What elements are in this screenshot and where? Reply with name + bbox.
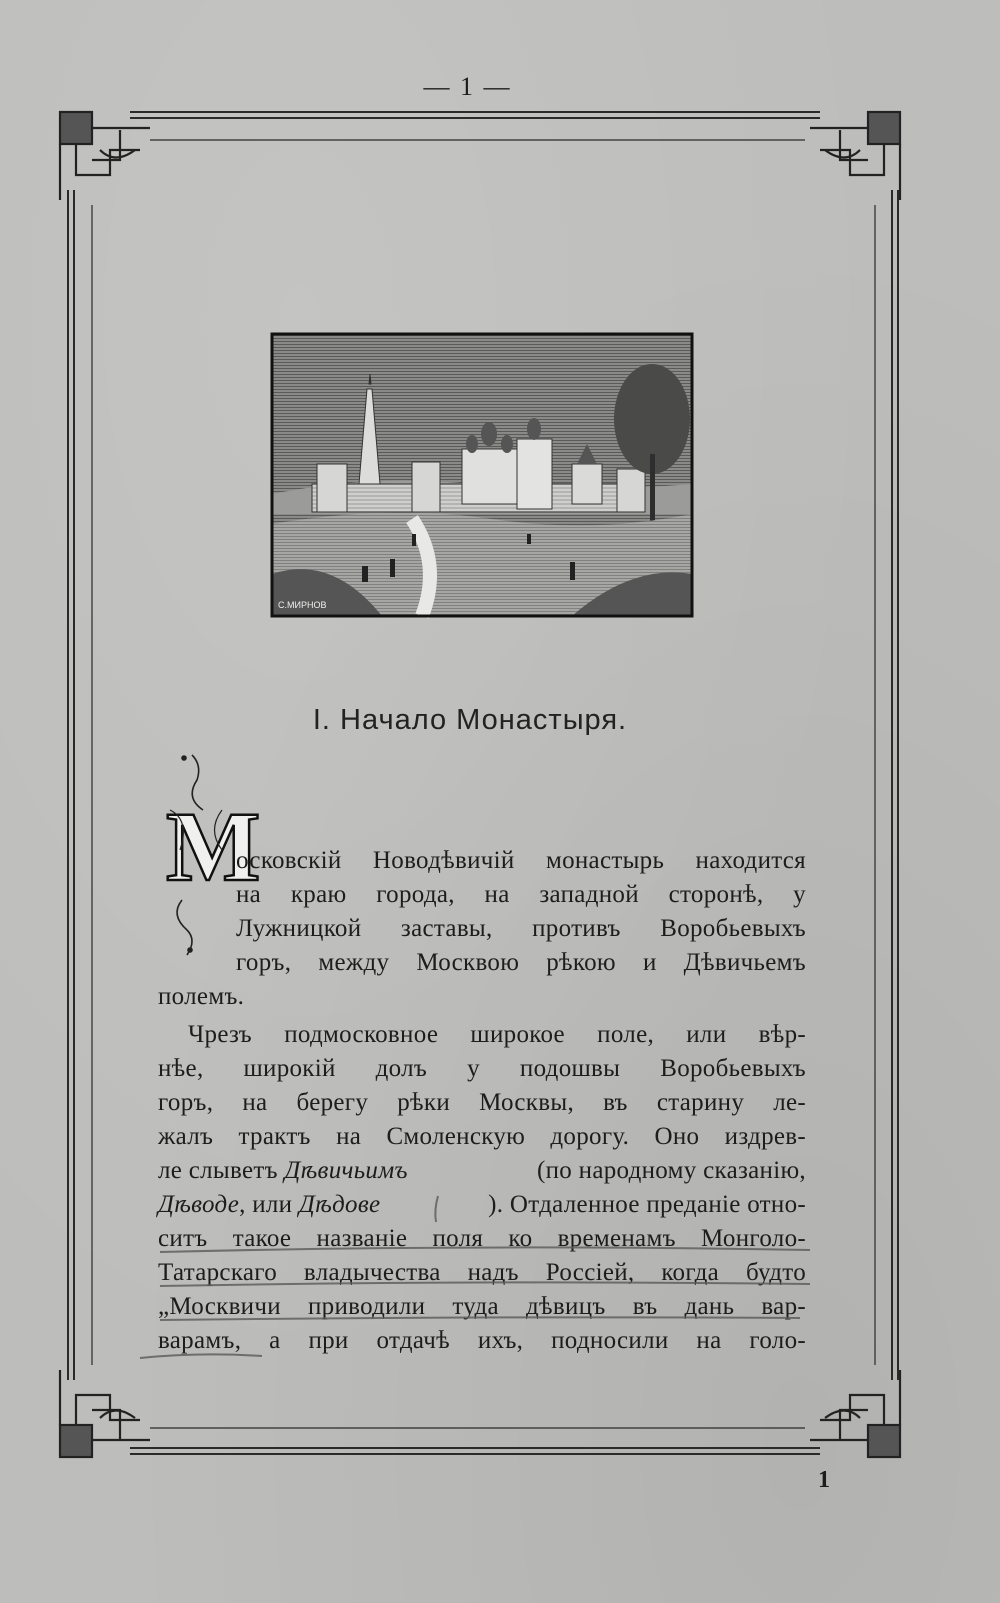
paragraph-1-line-1: осковскій Новодѣвичій монастырь находится	[236, 847, 806, 874]
text-run: ). Отдаленное преданіе отно-	[488, 1191, 806, 1218]
italic-term-devode: Дѣводе	[158, 1191, 240, 1218]
paragraph-2-line-8: Татарскаго владычества надъ Россіей, когда будто	[158, 1259, 806, 1286]
italic-term-devichiy: Дѣвичьимъ	[284, 1157, 408, 1184]
paragraph-2-line-3: горъ, на берегу рѣки Москвы, въ старину ле-	[158, 1089, 806, 1116]
paragraph-2-line-10: варамъ, а при отдачѣ ихъ, подносили на голо-	[158, 1327, 806, 1354]
paragraph-1-line-2: на краю города, на западной сторонѣ, у	[236, 881, 806, 908]
paragraph-2-line-4: жалъ трактъ на Смоленскую дорогу. Оно издрев-	[158, 1123, 806, 1150]
paragraph-2-line-9: „Москвичи приводили туда дѣвицъ въ дань вар-	[158, 1293, 806, 1320]
paragraph-1-line-5: полемъ.	[158, 983, 245, 1010]
paragraph-1-line-4: горъ, между Москвою рѣкою и Дѣвичьемъ	[236, 949, 806, 976]
text-run: (по народному сказанію,	[537, 1157, 806, 1184]
artist-signature: С.МИРНОВ	[278, 600, 327, 610]
paragraph-1-line-3: Лужницкой заставы, противъ Воробьевыхъ	[236, 915, 806, 942]
page-number-header: — 1 —	[423, 72, 512, 101]
paragraph-2-line-2: нѣе, широкій долъ у подошвы Воробьевыхъ	[158, 1055, 806, 1082]
italic-term-dedove: Дѣдове	[298, 1191, 381, 1218]
text-run: , или	[239, 1191, 299, 1218]
section-title: I. Начало Монастыря.	[312, 704, 628, 736]
text-run: ле слыветъ	[158, 1157, 285, 1184]
paragraph-2-line-1: Чрезъ подмосковное широкое поле, или вѣр-	[188, 1021, 806, 1048]
signature-mark: 1	[818, 1467, 830, 1493]
paragraph-2-line-7: ситъ такое названіе поля ко временамъ Монголо-	[158, 1225, 806, 1252]
dropcap-letter: М	[166, 791, 261, 902]
